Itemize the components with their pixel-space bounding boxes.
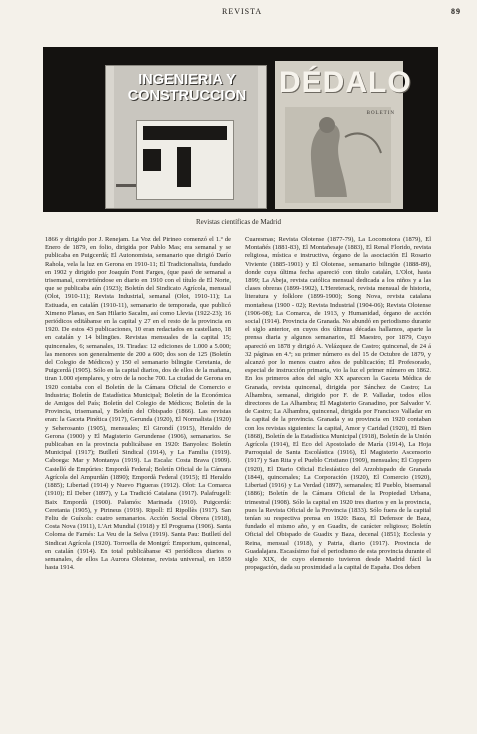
page-number: 89 [451, 7, 461, 16]
journals-photograph [43, 47, 438, 212]
column-text: Cuaresmas; Revista Olotense (1877-79), La Locomotora (1879), El Montañés (1881-83), El Montañesaje (1883), El Renal Florido, revista religiosa, mística e instructiva, órgano de la asociación El Rosario Viviente (1885-1901) y El Olotense, semanario bilingüe (1888-89), donde cuya última fecha apareció con título catalán, L'Olot, hasta 1899; La Abeja, revista católica mensual dedicada a los niños y a las clases obreras (1899-1902), L'Hereterack, revista mensual de historia, literatura y folklore (1899-1900); Song Nova, revista catalana montañesa (1900 - 02); Revista Industrial (1904-06); Revista Olotense (1906-08); La Comarca, de 1913, y Humanidad, órgano de acción social (1914). Provincia de Granada. No abundó en periodismo durante el siglo anterior, en cuyos dos últimas décadas hallamos, aparte la prensa diaria y algunos semanarios, El Maestro, por 1879, Cuyo apareció en 1878 y dirigió A. Velázquez de Castro; quincenal, de 24 á 32 páginas en 4.º; su primer número es del 15 de Octubre de 1879, y alcanzó por lo menos cuatro años de publicación; El Profesorado, especial de instrucción primaria, vio la luz el primer número en 1862. En los primeros años del siglo XX aparecen la Gaceta Médica de Granada, revista quincenal, dirigida por Sánchez de Castro; La Alhambra, semanal, dirigido por F. de P. Valladar, todos ellos directores de La Alhambra; El Magisterio Granadino, por Salvador V. de Castro; La Alhambra, quincenal, dirigida por Francisco Valladar en la capital de la provincia. Granada y su provincia en 1920 contaban con los revistas siguientes: la capital, Amor y Caridad (1920), El Bien (1868), Boletín de la Estadística Municipal (1918), Boletín de la Unión Agrícola (1914), El Eco del Apostolado de María (1914), La Hoja Parroquial de Santa Escolástica (1916), El Magisterio Ascensorio (1917) y San Rita y el Pueblo Cristiano (1909), mensuales; El Coppero (1920), El Diario Oficial Eclesiástico del Arzobispado de Granada (1844), quincenales; La Corporación (1920), El Comercio (1920), Libertad (1916) y La Verdad (1897), semanales; El Pueblo, bisemanal (1886); Boletín de la Cámara Oficial de la Propiedad Urbana, trimestral (1908). Sólo la capital en 1920 tres diarios y en la provincia, pues la Revista Oficial de la Provincia (1833). Sólo fuera de la capital tenían su respectiva prensa en 1920: Baza, El Defensor de Baza, fundado el mismo año, y en Guadix, de carácter religioso; Boletín Oficial del Obispado de Guadix y Baza, decenal (1851); Ecclesia y Reina, mensual (1918), y Patria, diario (1917). Provincia de Guadalajara. Escasísimo fué el periodismo de esta provincia durante el siglo XIX, de cuyo elemento tuvieron desde Madrid fácil la propagación, dada su proximidad a la capital de España. Dos deben [245, 236, 431, 572]
dedalo-cover [275, 61, 412, 209]
cover-plate [136, 120, 234, 200]
cover-title: INGENIERIA Y CONSTRUCCION [127, 72, 247, 104]
photo-caption: Revistas científicas de Madrid [196, 218, 281, 226]
cover-subtitle: BOLETIN [366, 111, 395, 116]
cover-masthead: DÉDALO [279, 66, 412, 99]
text-column-left [45, 236, 231, 706]
figure-illustration [285, 107, 391, 203]
column-text: 1866 y dirigido por J. Renejam. La Voz del Pirineo comenzó el 1.º de Enero de 1879, en folio, dirigida por Pablo Mas; era semanal y se publicaba en Puigcerdá; El Autonomista, semanario que dirigió Darío Rahola, vela la luz en Gerona en 1910-11; El Tradicionalista, fundado en 1902 y dirigido por Joaquín Font Farges, (que pasó de semanal a trisemanal, convirtiéndose en diario en 1910 con el título de El Norte, que se publicaba aún (1923); Boletín del Sindicato Agrícola, mensual (Olot, 1910-11); Revista Industrial, semanal (Olot, 1910-11); La Estiuada, en catalán (1910-11), semanario de temporada, que publicó Ximeno Planas, en San Hilario Sacalm, así como Llevia (1922-23); 16 periódicos editábanse en la capital y 27 en el resto de la provincia en 1920. De estos 43 publicaciones, 10 eran redactados en castellano, 18 en catalán y 14 bilingües. Revistas mensuales de la capital 15; quincenales, 6; semanales, 19. Tiradas: 12 ediciones de 1.000 a 5.000; las menores son generalmente de 200 a 600; dos son de 125 (Boletín del Colegio de Médicos) y 150 el semanario bilingüe Ceretania, de Puigcerdá (1905). Sólo en la capital diarios, dos de ellos de la mañana, tiran 1.000 ejemplares, y otro de la noche 700. La ciudad de Gerona en 1920 contaba con el Boletín de la Cámara Oficial de Comercio e Industria; Boletín de Estadística Municipal; Boletín de la Económica de Amigos del País; Boletín del Colegio de Médicos; Boletín de la Provincia, trisemanal, y Boletín del Obispado (1866). Las revistas eran: la Gaceta Pinética (1917), Gerunda (1920), El Normalista (1920) y Seherosanto (1905), mensuales; El Girondí (1915), Heraldo de Gerona (1900) y El Magisterio Gerundense (1906), semanarios. Se publicaban en la provincia publicábase en 1920: Banyoles: Boletín Municipal (1917); Butlletí Sindical (1914), y La Familia (1919). Caboega: Mar y Montanya (1919). La Escala: Costa Brava (1909). Castelló de Empúries: Empordà Federal; Boletín Oficial de la Cámara Agrícola del Ampurdán (1890); Empordà Federal (1915); El Heraldo (1885); Libertad (1914) y Nuevo Figueras (1912). Olot: La Comarca (1910); El Deber (1897), y La Tradició Catalana (1917). Palafrugell: Baix Empordà (1900). Palamós: Marinada (1910). Puigcerdá: Ceretania (1905), y Pirineus (1919). Ripoll: El Ripollès (1917). San Feliu de Guíxols: cuatro semanarios. Acción Social Obrera (1918), Costa Nova (1911), L'Art Mundial (1918) y El Programa (1906). Santa Coloma de Farnés: La Veu de la Selva (1919). Santa Pau: Butlletí del Sindicat Agrícola (1920). Torroella de Montgrí: Emporium, quincenal, en catalán (1914). En total publicábanse 43 periódicos diarios o semanales, de ellos La Aurora Olotense, revista universal, en 1859 hasta 1914. [45, 236, 231, 572]
cover-artwork [285, 107, 391, 203]
text-column-right [245, 236, 431, 706]
ingenieria-construccion-cover [105, 65, 267, 209]
running-title: REVISTA [222, 7, 263, 16]
running-head [0, 5, 477, 19]
